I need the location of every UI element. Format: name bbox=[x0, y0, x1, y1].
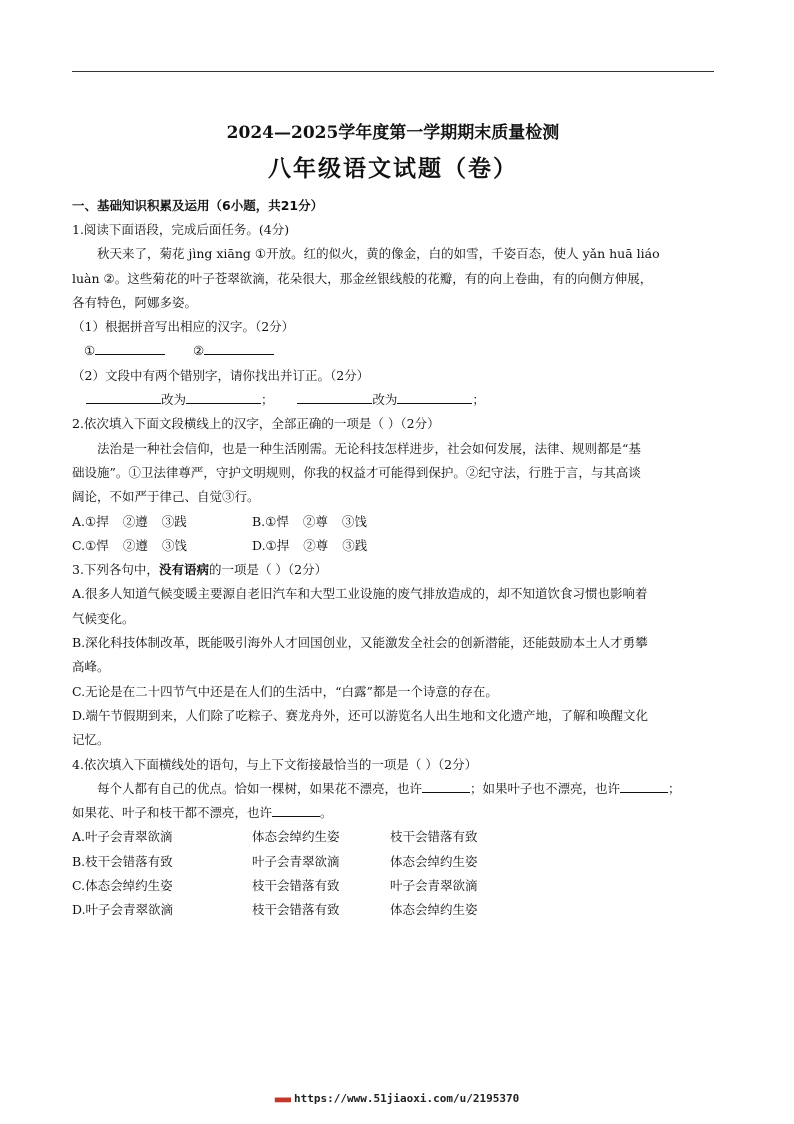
option-part: C.①悍 bbox=[72, 537, 109, 553]
option-part: ②尊 bbox=[302, 513, 328, 529]
passage-line: luàn ②。这些菊花的叶子苍翠欲滴，花朵很大，那金丝银线般的花瓣，有的向上卷曲，有的向侧方伸展， bbox=[72, 270, 653, 286]
question-4-passage-cont bbox=[72, 801, 714, 825]
change-to-label: 改为 bbox=[161, 392, 187, 408]
option-part: A.叶子会青翠欲滴 bbox=[72, 829, 173, 845]
option-part: ②遵 bbox=[122, 537, 148, 553]
option-part: ③饯 bbox=[341, 513, 367, 529]
footer-url-link[interactable]: https://www.51jiaoxi.com/u/2195370 bbox=[294, 1092, 520, 1105]
passage-text: 如果花、叶子和枝干都不漂亮，也许 bbox=[72, 805, 273, 821]
option-part: A.①捍 bbox=[72, 513, 109, 529]
option-part: 枝干会错落有致 bbox=[252, 902, 340, 918]
option-part: 体态会绰约生姿 bbox=[252, 829, 340, 845]
passage-text: 每个人都有自己的优点。恰如一棵树，如果花不漂亮，也许 bbox=[97, 780, 423, 796]
question-2-stem: 2.依次填入下面文段横线上的汉字，全部正确的一项是（ ）（2分） bbox=[72, 416, 440, 432]
question-1-sub-2: （2）文段中有两个错别字，请你找出并订正。（2分） bbox=[72, 367, 370, 383]
option-d[interactable] bbox=[252, 534, 367, 558]
site-logo-icon: ■■■■ bbox=[274, 1095, 291, 1104]
passage-line: 秋天来了，菊花 jìng xiāng ①开放。红的似火，黄的像金，白的如雪，千姿百态，使人 yǎn huā liáo bbox=[97, 246, 660, 262]
blank-label-2: ② bbox=[193, 343, 205, 359]
option-part: ②遵 bbox=[122, 513, 148, 529]
question-4-passage bbox=[72, 777, 714, 801]
answer-blank[interactable] bbox=[86, 389, 161, 404]
stem-emphasis: 没有语病 bbox=[158, 562, 209, 578]
passage-text: ；如果叶子也不漂亮，也许 bbox=[470, 780, 621, 796]
question-2-passage-cont bbox=[72, 461, 714, 510]
question-4 bbox=[72, 753, 714, 923]
option-line: 高峰。 bbox=[72, 659, 110, 675]
top-rule bbox=[72, 71, 714, 72]
option-part: ③饯 bbox=[161, 537, 187, 553]
page-footer bbox=[0, 1092, 794, 1105]
option-part: 叶子会青翠欲滴 bbox=[252, 853, 340, 869]
option-part: 体态会绰约生姿 bbox=[390, 853, 478, 869]
passage-line: 各有特色，阿娜多姿。 bbox=[72, 294, 198, 310]
options-row bbox=[72, 534, 714, 558]
option-c[interactable] bbox=[72, 534, 252, 558]
option-line: A.很多人知道气候变暖主要源自老旧汽车和大型工业设施的废气排放造成的，却不知道饮食习惯也影响着 bbox=[72, 586, 648, 602]
answer-blank[interactable] bbox=[422, 778, 470, 793]
option-part: 枝干会错落有致 bbox=[390, 829, 478, 845]
option-part: B.枝干会错落有致 bbox=[72, 853, 173, 869]
option-d[interactable] bbox=[72, 704, 714, 753]
question-1-sub-1: （1）根据拼音写出相应的汉字。（2分） bbox=[72, 319, 295, 335]
option-part: ②尊 bbox=[303, 537, 329, 553]
question-1-stem: 1.阅读下面语段，完成后面任务。(4分) bbox=[72, 222, 290, 237]
pinyin-answer-row bbox=[72, 339, 714, 363]
question-1 bbox=[72, 218, 714, 412]
question-1-passage-cont bbox=[72, 267, 714, 316]
option-c[interactable] bbox=[72, 874, 714, 898]
passage-text: 。 bbox=[320, 805, 333, 821]
passage-text: ； bbox=[668, 780, 681, 796]
option-part: D.叶子会青翠欲滴 bbox=[72, 902, 174, 918]
section-heading: 一、基础知识积累及运用（6小题，共21分） bbox=[72, 198, 324, 213]
stem-text: 3.下列各句中， bbox=[72, 562, 159, 578]
question-2-passage bbox=[72, 437, 714, 461]
option-line: D.端午节假期到来，人们除了吃粽子、赛龙舟外，还可以游览名人出生地和文化遗产地，了解和唤醒文化 bbox=[72, 707, 649, 723]
options-row bbox=[72, 510, 714, 534]
answer-blank[interactable] bbox=[204, 340, 274, 355]
option-line: 气候变化。 bbox=[72, 610, 135, 626]
separator: ； bbox=[472, 392, 485, 408]
stem-text: 的一项是（ ）（2分） bbox=[208, 562, 328, 578]
question-2 bbox=[72, 412, 714, 558]
answer-blank[interactable] bbox=[620, 778, 668, 793]
option-part: 叶子会青翠欲滴 bbox=[390, 878, 478, 894]
option-a[interactable] bbox=[72, 510, 252, 534]
question-1-passage bbox=[72, 242, 714, 266]
exam-subtitle: 八年级语文试题（卷） bbox=[268, 155, 518, 182]
option-line: B.深化科技体制改革，既能吸引海外人才回国创业，又能激发全社会的创新潜能，还能鼓励本土人才勇攀 bbox=[72, 635, 648, 651]
passage-line: 法治是一种社会信仰，也是一种生活刚需。无论科技怎样进步，社会如何发展，法律、规则都是“基 bbox=[97, 440, 641, 456]
separator: ； bbox=[261, 392, 274, 408]
answer-blank[interactable] bbox=[186, 389, 261, 404]
correction-answer-row bbox=[72, 388, 714, 412]
option-part: 体态会绰约生姿 bbox=[390, 902, 478, 918]
option-part: 枝干会错落有致 bbox=[252, 878, 340, 894]
option-part: C.体态会绰约生姿 bbox=[72, 878, 173, 894]
option-d[interactable] bbox=[72, 898, 714, 922]
option-line: 记忆。 bbox=[72, 732, 110, 748]
passage-line: 阔论，不如严于律己、自觉③行。 bbox=[72, 489, 260, 505]
answer-blank[interactable] bbox=[297, 389, 372, 404]
change-to-label: 改为 bbox=[372, 392, 398, 408]
option-part: B.①悍 bbox=[252, 513, 289, 529]
option-b[interactable] bbox=[72, 631, 714, 680]
blank-label-1: ① bbox=[84, 343, 96, 359]
option-b[interactable] bbox=[252, 510, 367, 534]
answer-blank[interactable] bbox=[272, 802, 320, 817]
option-part: D.①捍 bbox=[252, 537, 290, 553]
passage-line: 础设施”。①卫法律尊严，守护文明规则，你我的权益才可能得到保护。②纪守法，行胜于言，与其高谈 bbox=[72, 464, 641, 480]
option-c[interactable]: C.无论是在二十四节气中还是在人们的生活中，“白露”都是一个诗意的存在。 bbox=[72, 683, 498, 699]
option-part: ③践 bbox=[161, 513, 187, 529]
option-b[interactable] bbox=[72, 850, 714, 874]
question-3-stem bbox=[72, 558, 714, 582]
option-a[interactable] bbox=[72, 582, 714, 631]
exam-title: 2024—2025学年度第一学期期末质量检测 bbox=[226, 123, 560, 143]
exam-page bbox=[72, 118, 714, 923]
answer-blank[interactable] bbox=[397, 389, 472, 404]
question-4-stem: 4.依次填入下面横线处的语句，与上下文衔接最恰当的一项是（ ）（2分） bbox=[72, 756, 478, 772]
answer-blank[interactable] bbox=[95, 340, 165, 355]
option-a[interactable] bbox=[72, 825, 714, 849]
question-3 bbox=[72, 558, 714, 752]
option-part: ③践 bbox=[342, 537, 368, 553]
